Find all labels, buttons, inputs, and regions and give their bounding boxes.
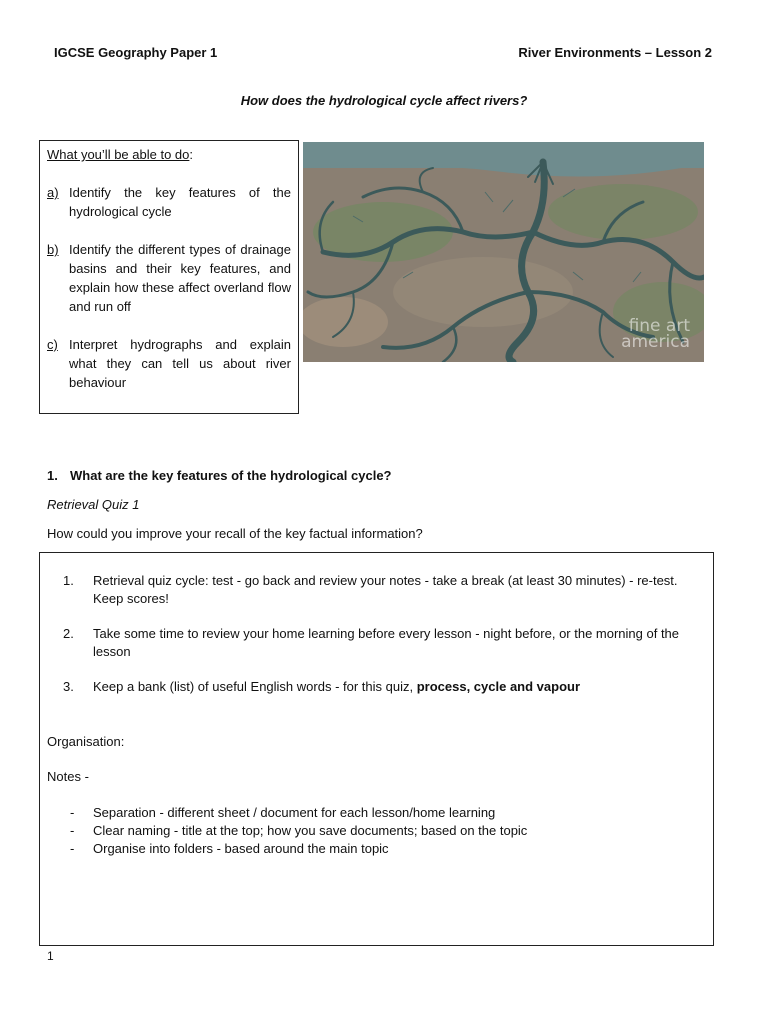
- question-number: 1.: [47, 468, 58, 483]
- list-item: - Separation - different sheet / document for each lesson/home learning: [70, 805, 496, 820]
- header-course: IGCSE Geography Paper 1: [54, 45, 218, 60]
- question-text: What are the key features of the hydrological cycle?: [70, 468, 392, 483]
- objectives-box: [39, 140, 299, 414]
- objective-item-a: [47, 183, 291, 221]
- list-item: - Clear naming - title at the top; how you save documents; based on the topic: [70, 823, 528, 838]
- list-item: 1. Retrieval quiz cycle: test - go back and review your notes - take a break (at least 30 minutes) - re-test. Keep scores!: [63, 573, 678, 606]
- objective-text: Identify the key features of the hydrological cycle: [69, 185, 291, 219]
- objective-letter: c): [47, 337, 58, 352]
- objective-letter: a): [47, 185, 59, 200]
- notes-label: Notes -: [47, 769, 89, 784]
- objective-text: Identify the different types of drainage basins and their key features, and explain how these affect overland flow and run off: [69, 242, 291, 314]
- page-number: 1: [47, 949, 54, 963]
- strategy-list: [40, 572, 700, 713]
- list-item: 2. Take some time to review your home learning before every lesson - night before, or the morning of the lesson: [63, 626, 680, 659]
- list-item: - Organise into folders - based around the main topic: [70, 841, 389, 856]
- improve-prompt: How could you improve your recall of the key factual information?: [47, 526, 423, 541]
- answer-box: [39, 552, 714, 946]
- organisation-label: Organisation:: [47, 734, 125, 749]
- quiz-label: Retrieval Quiz 1: [47, 497, 140, 512]
- photo-watermark: fine art america: [621, 316, 690, 352]
- objectives-heading: What you’ll be able to do:: [47, 147, 193, 162]
- key-words: process, cycle and vapour: [416, 679, 581, 694]
- objective-item-b: [47, 240, 291, 316]
- header-lesson: River Environments – Lesson 2: [518, 45, 712, 60]
- page-title: How does the hydrological cycle affect rivers?: [240, 93, 528, 108]
- objective-item-c: [47, 335, 291, 392]
- notes-list: [70, 804, 527, 858]
- objective-letter: b): [47, 242, 59, 257]
- objective-text: Interpret hydrographs and explain what they can tell us about river behaviour: [69, 337, 291, 390]
- list-item: 3. Keep a bank (list) of useful English words - for this quiz, process, cycle and vapour: [63, 679, 581, 694]
- river-delta-photo: [303, 142, 704, 362]
- question-1: [47, 468, 391, 483]
